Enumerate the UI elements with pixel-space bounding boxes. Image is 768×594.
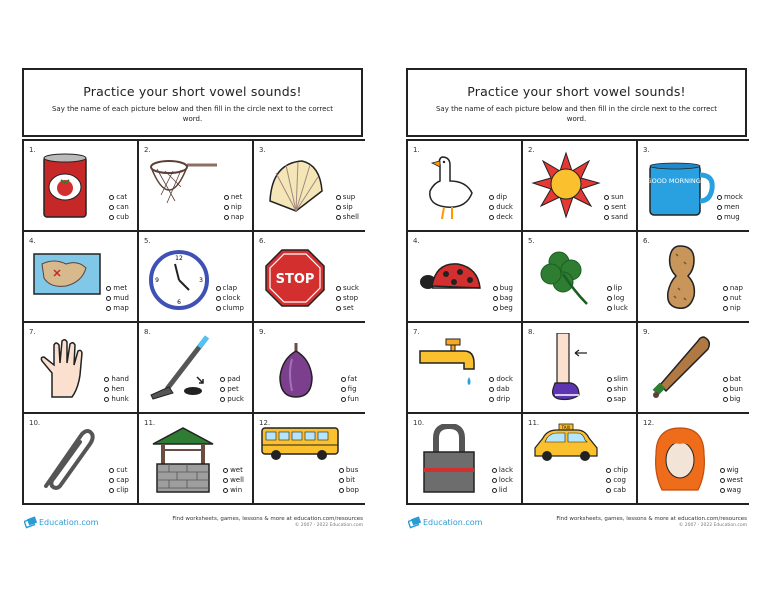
answer-circle[interactable] (336, 195, 341, 200)
stop-sign-text: STOP (275, 272, 315, 287)
item-number: 10. (29, 419, 41, 427)
item-number: 6. (643, 237, 650, 245)
brand-name: Education.com (39, 518, 99, 527)
item-cell (139, 232, 252, 321)
choice-option[interactable]: bag (493, 294, 513, 303)
answer-circle[interactable] (216, 306, 221, 311)
item-number: 3. (643, 146, 650, 154)
worksheet-header (406, 68, 747, 137)
item-number: 4. (29, 237, 36, 245)
item-cell (139, 414, 252, 503)
answer-choices (224, 193, 244, 222)
choice-option[interactable]: cab (606, 486, 628, 495)
choice-option[interactable]: sap (607, 395, 628, 404)
footer-text (556, 516, 747, 528)
answer-circle[interactable] (224, 195, 229, 200)
education-logo-icon (408, 516, 421, 529)
answer-circle[interactable] (104, 397, 109, 402)
choice-option[interactable]: shin (607, 385, 628, 394)
worksheet-right (406, 68, 747, 505)
choice-option[interactable]: cut (109, 466, 129, 475)
worksheet-title: Practice your short vowel sounds! (83, 84, 302, 99)
answer-circle[interactable] (606, 488, 611, 493)
answer-circle[interactable] (720, 468, 725, 473)
choice-option[interactable]: bug (493, 284, 513, 293)
mug-icon (646, 151, 716, 221)
item-number: 1. (413, 146, 420, 154)
four-leaf-clover-icon (531, 242, 601, 312)
answer-circle[interactable] (489, 205, 494, 210)
copyright-text: © 2007 - 2022 Education.com (678, 523, 747, 528)
answer-circle[interactable] (606, 478, 611, 483)
answer-circle[interactable] (604, 195, 609, 200)
answer-circle[interactable] (336, 215, 341, 220)
answer-circle[interactable] (339, 478, 344, 483)
choice-option[interactable]: drip (489, 395, 513, 404)
item-number: 11. (528, 419, 540, 427)
picture-grid (406, 139, 749, 505)
item-cell (24, 232, 137, 321)
choice-option[interactable]: nap (723, 284, 743, 293)
item-number: 7. (29, 328, 36, 336)
answer-choices (339, 466, 359, 495)
answer-circle[interactable] (717, 215, 722, 220)
footer-text (172, 516, 363, 528)
choice-option[interactable]: clap (216, 284, 245, 293)
answer-circle[interactable] (607, 397, 612, 402)
item-cell (408, 323, 521, 412)
answer-choices (223, 466, 244, 495)
answer-circle[interactable] (104, 377, 109, 382)
choice-option[interactable]: beg (493, 304, 513, 313)
answer-circle[interactable] (723, 286, 728, 291)
sun-icon (531, 151, 601, 221)
answer-circle[interactable] (224, 205, 229, 210)
choice-option[interactable]: bit (339, 476, 359, 485)
choice-option[interactable]: mug (717, 213, 743, 222)
taxi-sign-text: TAXI (561, 425, 571, 430)
choice-option[interactable]: lack (492, 466, 513, 475)
answer-circle[interactable] (607, 306, 612, 311)
item-cell (139, 141, 252, 230)
hockey-puck-icon (147, 333, 217, 403)
wishing-well-icon (147, 424, 217, 494)
choice-option[interactable]: mock (717, 193, 743, 202)
answer-choices (720, 466, 743, 495)
item-number: 4. (413, 237, 420, 245)
answer-choices (607, 375, 628, 404)
item-number: 6. (259, 237, 266, 245)
picture-grid (22, 139, 365, 505)
worksheet-instructions: Say the name of each picture below and then fill in the circle next to the correct word. (435, 105, 717, 123)
answer-choices (723, 375, 743, 404)
choice-option[interactable]: west (720, 476, 743, 485)
answer-choices (607, 284, 628, 313)
item-cell (139, 323, 252, 412)
worksheet-footer (406, 510, 747, 540)
item-cell (638, 141, 751, 230)
choice-option[interactable]: clump (216, 304, 245, 313)
duck-icon (416, 151, 486, 221)
answer-circle[interactable] (717, 195, 722, 200)
answer-circle[interactable] (492, 488, 497, 493)
item-number: 9. (643, 328, 650, 336)
item-cell (523, 141, 636, 230)
answer-circle[interactable] (607, 296, 612, 301)
answer-circle[interactable] (109, 488, 114, 493)
svg-text:12: 12 (175, 255, 183, 262)
choice-option[interactable]: map (106, 304, 129, 313)
answer-circle[interactable] (489, 377, 494, 382)
choice-option[interactable]: set (336, 304, 359, 313)
item-number: 11. (144, 419, 156, 427)
choice-option[interactable]: chip (606, 466, 628, 475)
worksheet-instructions: Say the name of each picture below and then fill in the circle next to the correct word. (51, 105, 333, 123)
tomato-can-icon (32, 151, 102, 221)
answer-circle[interactable] (109, 478, 114, 483)
answer-circle[interactable] (336, 296, 341, 301)
choice-option[interactable]: dock (489, 375, 513, 384)
answer-circle[interactable] (607, 377, 612, 382)
answer-circle[interactable] (104, 387, 109, 392)
choice-option[interactable]: log (607, 294, 628, 303)
choice-option[interactable]: deck (489, 213, 513, 222)
choice-option[interactable]: slim (607, 375, 628, 384)
item-number: 5. (528, 237, 535, 245)
education-logo-icon (24, 516, 37, 529)
answer-circle[interactable] (341, 377, 346, 382)
item-number: 12. (259, 419, 271, 427)
answer-circle[interactable] (607, 387, 612, 392)
treasure-map-icon (32, 242, 102, 312)
answer-circle[interactable] (336, 205, 341, 210)
choice-option[interactable]: nip (723, 304, 743, 313)
choice-option[interactable]: fun (341, 395, 359, 404)
choice-option[interactable]: dab (489, 385, 513, 394)
school-bus-icon (260, 418, 340, 488)
choice-option[interactable]: puck (220, 395, 244, 404)
choice-option[interactable]: duck (489, 203, 513, 212)
item-cell (638, 323, 751, 412)
answer-circle[interactable] (720, 478, 725, 483)
answer-circle[interactable] (604, 215, 609, 220)
item-number: 2. (528, 146, 535, 154)
answer-circle[interactable] (341, 397, 346, 402)
svg-text:6: 6 (177, 299, 181, 306)
choice-option[interactable]: net (224, 193, 244, 202)
answer-circle[interactable] (723, 377, 728, 382)
choice-option[interactable]: lock (492, 476, 513, 485)
taxi-icon (531, 418, 601, 488)
answer-circle[interactable] (106, 296, 111, 301)
answer-choices (109, 193, 129, 222)
item-number: 7. (413, 328, 420, 336)
mug-text: GOOD MORNING! (646, 177, 704, 185)
answer-circle[interactable] (336, 306, 341, 311)
answer-choices (489, 375, 513, 404)
hand-icon (32, 333, 102, 403)
choice-option[interactable]: men (717, 203, 743, 212)
choice-option[interactable]: pad (220, 375, 244, 384)
answer-choices (336, 193, 359, 222)
choice-option[interactable]: bop (339, 486, 359, 495)
choice-option[interactable]: cat (109, 193, 129, 202)
answer-circle[interactable] (336, 286, 341, 291)
item-number: 12. (643, 419, 655, 427)
item-number: 3. (259, 146, 266, 154)
choice-option[interactable]: fig (341, 385, 359, 394)
answer-circle[interactable] (489, 397, 494, 402)
item-cell (638, 232, 751, 321)
choice-option[interactable]: lip (607, 284, 628, 293)
wig-icon (646, 424, 716, 494)
choice-option[interactable]: clip (109, 486, 129, 495)
choice-option[interactable]: sent (604, 203, 628, 212)
choice-option[interactable]: dip (489, 193, 513, 202)
answer-circle[interactable] (106, 286, 111, 291)
answer-choices (492, 466, 513, 495)
choice-option[interactable]: suck (336, 284, 359, 293)
answer-circle[interactable] (492, 468, 497, 473)
answer-circle[interactable] (109, 215, 114, 220)
item-cell (254, 414, 367, 503)
item-cell (523, 323, 636, 412)
clock-icon (147, 242, 217, 312)
answer-circle[interactable] (339, 488, 344, 493)
answer-choices (489, 193, 513, 222)
fishing-net-icon (147, 151, 217, 221)
answer-circle[interactable] (492, 478, 497, 483)
worksheet-footer (22, 510, 363, 540)
answer-circle[interactable] (493, 296, 498, 301)
choice-option[interactable]: pet (220, 385, 244, 394)
item-cell (24, 414, 137, 503)
answer-circle[interactable] (489, 195, 494, 200)
choice-option[interactable]: big (723, 395, 743, 404)
choice-option[interactable]: wig (720, 466, 743, 475)
answer-circle[interactable] (109, 205, 114, 210)
worksheet-left (22, 68, 363, 505)
choice-option[interactable]: cub (109, 213, 129, 222)
choice-option[interactable]: stop (336, 294, 359, 303)
answer-circle[interactable] (223, 488, 228, 493)
item-cell (638, 414, 751, 503)
answer-circle[interactable] (604, 205, 609, 210)
choice-option[interactable]: sip (336, 203, 359, 212)
ladybug-icon (416, 242, 486, 312)
resources-link[interactable]: Find worksheets, games, lessons & more at education.com/resources (556, 516, 747, 522)
copyright-text: © 2007 - 2022 Education.com (294, 523, 363, 528)
brand-name: Education.com (423, 518, 483, 527)
answer-circle[interactable] (606, 468, 611, 473)
answer-circle[interactable] (106, 306, 111, 311)
padlock-icon (416, 424, 486, 494)
brand-logo[interactable] (24, 516, 98, 529)
answer-circle[interactable] (489, 387, 494, 392)
choice-option[interactable]: cap (109, 476, 129, 485)
answer-circle[interactable] (216, 286, 221, 291)
answer-circle[interactable] (220, 397, 225, 402)
answer-circle[interactable] (489, 215, 494, 220)
seashell-icon (262, 151, 332, 221)
peanut-icon (646, 242, 716, 312)
answer-circle[interactable] (109, 195, 114, 200)
choice-option[interactable]: sand (604, 213, 628, 222)
shin-leg-icon (531, 333, 601, 403)
answer-circle[interactable] (220, 377, 225, 382)
answer-circle[interactable] (720, 488, 725, 493)
answer-choices (216, 284, 245, 313)
choice-option[interactable]: sun (604, 193, 628, 202)
answer-circle[interactable] (723, 296, 728, 301)
choice-option[interactable]: wet (223, 466, 244, 475)
worksheet-title: Practice your short vowel sounds! (467, 84, 686, 99)
answer-choices (604, 193, 628, 222)
choice-option[interactable]: luck (607, 304, 628, 313)
answer-choices (606, 466, 628, 495)
item-cell (254, 141, 367, 230)
item-cell (24, 323, 137, 412)
item-number: 8. (528, 328, 535, 336)
answer-choices (220, 375, 244, 404)
item-number: 10. (413, 419, 425, 427)
answer-choices (106, 284, 129, 313)
choice-option[interactable]: wag (720, 486, 743, 495)
answer-circle[interactable] (341, 387, 346, 392)
answer-circle[interactable] (224, 215, 229, 220)
choice-option[interactable]: nap (224, 213, 244, 222)
choice-option[interactable]: well (223, 476, 244, 485)
worksheet-header (22, 68, 363, 137)
choice-option[interactable]: can (109, 203, 129, 212)
baseball-bat-icon (646, 333, 716, 403)
answer-circle[interactable] (220, 387, 225, 392)
answer-circle[interactable] (223, 478, 228, 483)
item-cell (254, 323, 367, 412)
choice-option[interactable]: shell (336, 213, 359, 222)
item-cell (408, 414, 521, 503)
svg-text:3: 3 (199, 277, 203, 284)
answer-circle[interactable] (109, 468, 114, 473)
answer-circle[interactable] (339, 468, 344, 473)
answer-choices (109, 466, 129, 495)
answer-choices (493, 284, 513, 313)
choice-option[interactable]: bat (723, 375, 743, 384)
choice-option[interactable]: bus (339, 466, 359, 475)
answer-circle[interactable] (223, 468, 228, 473)
answer-choices (336, 284, 359, 313)
choice-option[interactable]: hen (104, 385, 129, 394)
answer-circle[interactable] (723, 397, 728, 402)
answer-choices (717, 193, 743, 222)
choice-option[interactable]: nip (224, 203, 244, 212)
choice-option[interactable]: bun (723, 385, 743, 394)
choice-option[interactable]: clock (216, 294, 245, 303)
faucet-icon (416, 333, 486, 403)
answer-circle[interactable] (493, 306, 498, 311)
answer-circle[interactable] (493, 286, 498, 291)
item-number: 5. (144, 237, 151, 245)
answer-choices (341, 375, 359, 404)
choice-option[interactable]: hunk (104, 395, 129, 404)
answer-circle[interactable] (717, 205, 722, 210)
fig-icon (262, 333, 332, 403)
choice-option[interactable]: nut (723, 294, 743, 303)
answer-circle[interactable] (216, 296, 221, 301)
choice-option[interactable]: sup (336, 193, 359, 202)
item-cell (523, 232, 636, 321)
choice-option[interactable]: lid (492, 486, 513, 495)
answer-circle[interactable] (607, 286, 612, 291)
answer-choices (104, 375, 129, 404)
choice-option[interactable]: win (223, 486, 244, 495)
answer-circle[interactable] (723, 306, 728, 311)
choice-option[interactable]: mud (106, 294, 129, 303)
answer-choices (723, 284, 743, 313)
brand-logo[interactable] (408, 516, 482, 529)
item-cell (24, 141, 137, 230)
choice-option[interactable]: met (106, 284, 129, 293)
item-number: 9. (259, 328, 266, 336)
choice-option[interactable]: fat (341, 375, 359, 384)
item-cell (523, 414, 636, 503)
item-cell (408, 141, 521, 230)
item-number: 2. (144, 146, 151, 154)
item-cell (408, 232, 521, 321)
svg-text:9: 9 (155, 277, 159, 284)
choice-option[interactable]: cog (606, 476, 628, 485)
item-cell (254, 232, 367, 321)
item-number: 8. (144, 328, 151, 336)
stop-sign-icon (262, 242, 332, 312)
choice-option[interactable]: hand (104, 375, 129, 384)
item-number: 1. (29, 146, 36, 154)
answer-circle[interactable] (723, 387, 728, 392)
paper-clip-icon (32, 424, 102, 494)
resources-link[interactable]: Find worksheets, games, lessons & more at education.com/resources (172, 516, 363, 522)
